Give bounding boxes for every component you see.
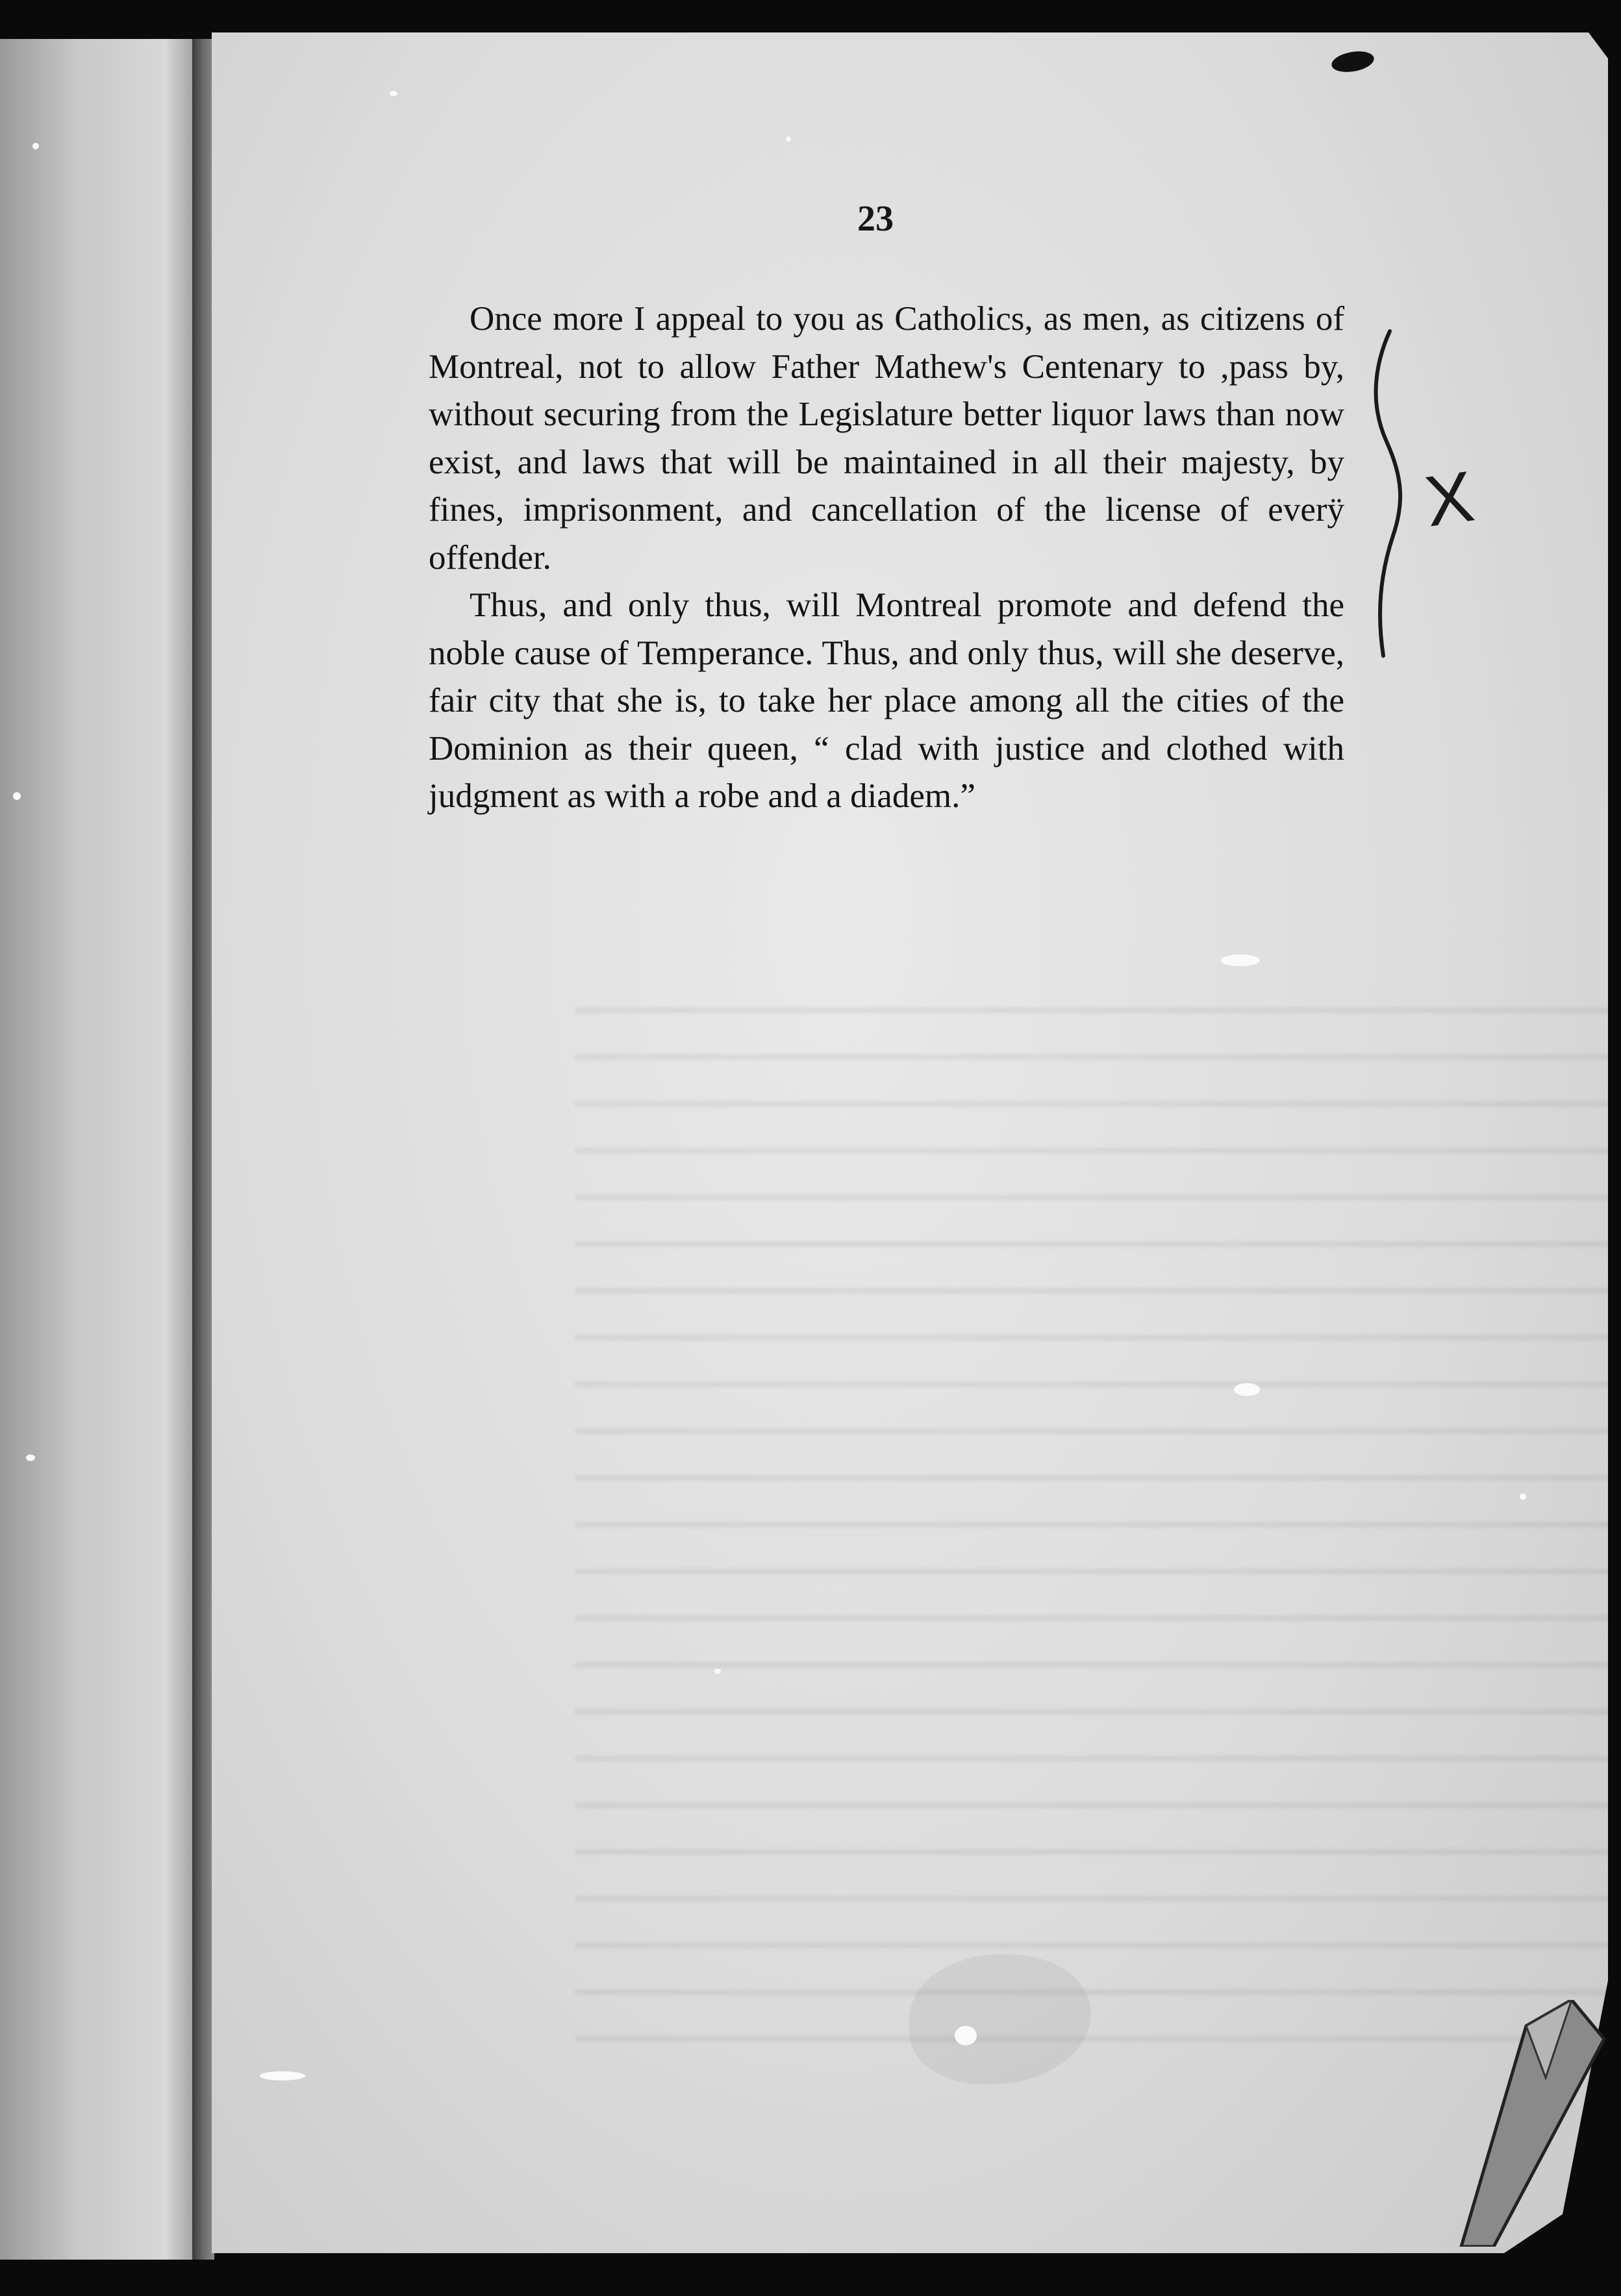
handwritten-bracket bbox=[1364, 328, 1422, 659]
dust-speck bbox=[26, 1454, 35, 1461]
dust-speck bbox=[260, 2071, 305, 2080]
paragraph-conclusion: Thus, and only thus, will Montreal promote and defend the noble cause of Temperance. Thus, and only thus, will she deserve, fair city that she is, to take her place among all the cities of the Dominion as their queen, “ clad with justice and clothed with judgment as with a robe and a diadem.” bbox=[429, 586, 1344, 815]
dust-speck bbox=[955, 2026, 977, 2045]
dust-speck bbox=[1221, 955, 1260, 966]
dust-speck bbox=[32, 143, 39, 149]
handwritten-x-mark: X bbox=[1420, 456, 1479, 542]
body-text bbox=[429, 295, 1344, 821]
paragraph-appeal: Once more I appeal to you as Catholics, as men, as citizens of Montreal, not to allow Father Mathew's Centenary to ,pass by, without securing from the Legislature better liquor laws than now exist, and laws that will be maintained in all their majesty, by fines, imprisonment, and cancellation of the license of everÿ offender. bbox=[429, 300, 1344, 577]
dust-speck bbox=[390, 91, 397, 96]
book-gutter bbox=[192, 39, 214, 2260]
page-number: 23 bbox=[857, 199, 894, 239]
dust-speck bbox=[1520, 1493, 1526, 1500]
dust-speck bbox=[714, 1669, 721, 1674]
dust-speck bbox=[786, 136, 791, 142]
show-through-text bbox=[575, 974, 1621, 2045]
dust-speck bbox=[1234, 1383, 1260, 1396]
dust-speck bbox=[13, 792, 21, 800]
facing-page-edge bbox=[0, 39, 195, 2260]
folded-corner bbox=[1409, 2000, 1611, 2247]
